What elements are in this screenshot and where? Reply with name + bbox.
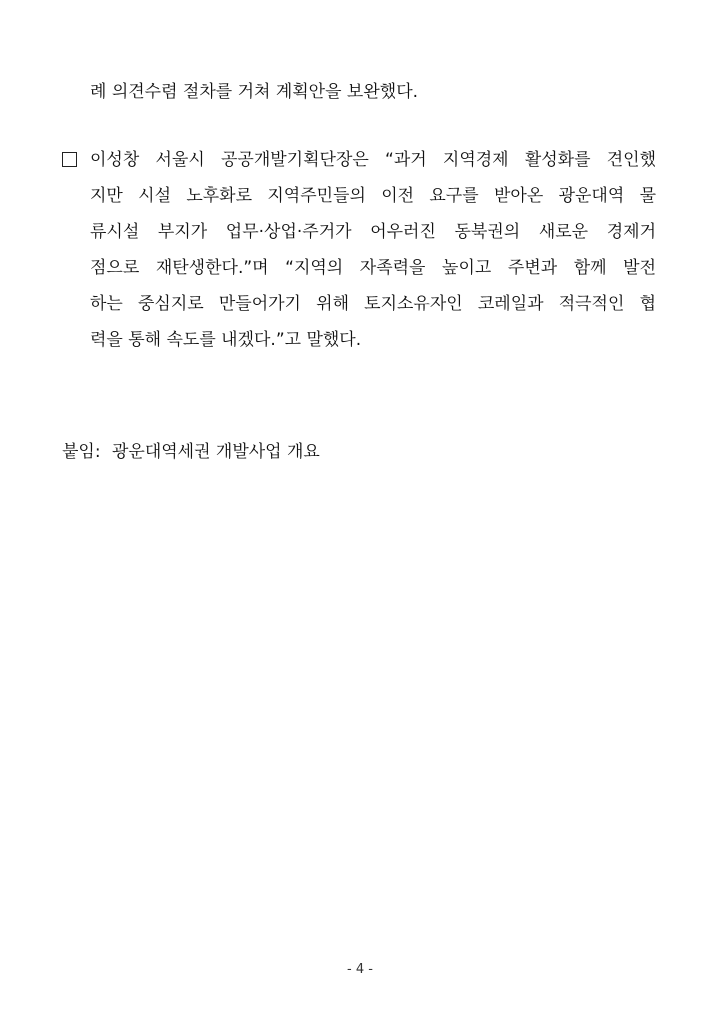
paragraph-line-3: 류시설 부지가 업무·상업·주거가 어우러진 동북권의 새로운 경제거 [90, 222, 656, 242]
attachment-label: 붙임: [62, 442, 101, 462]
paragraph-line-6: 력을 통해 속도를 내겠다.”고 말했다. [90, 330, 362, 350]
page-number: - 4 - [347, 962, 373, 977]
paragraph-line-4: 점으로 재탄생한다.”며 “지역의 자족력을 높이고 주변과 함께 발전 [90, 258, 656, 278]
paragraph-line-1: 이성창 서울시 공공개발기획단장은 “과거 지역경제 활성화를 견인했 [90, 150, 656, 170]
paragraph-line-2: 지만 시설 노후화로 지역주민들의 이전 요구를 받아온 광운대역 물 [90, 186, 656, 206]
checkbox-bullet-icon [62, 152, 77, 167]
attachment-title: 광운대역세권 개발사업 개요 [111, 442, 320, 462]
attachment-line [62, 440, 320, 464]
paragraph-line-5: 하는 중심지로 만들어가기 위해 토지소유자인 코레일과 적극적인 협 [90, 294, 656, 314]
paragraph-continuation-line: 례 의견수렴 절차를 거쳐 계획안을 보완했다. [90, 82, 419, 102]
